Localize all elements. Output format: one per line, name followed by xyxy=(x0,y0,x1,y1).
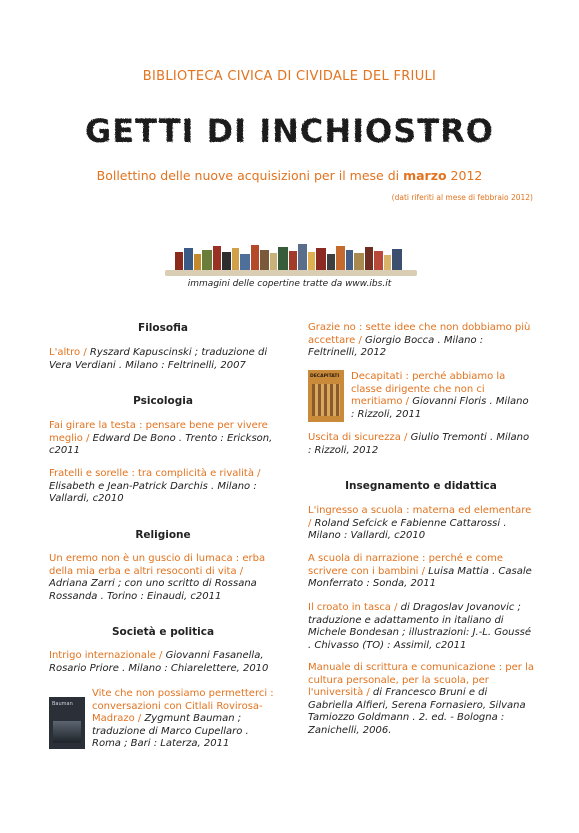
bulletin-subtitle xyxy=(0,168,579,183)
entry-details: Giorgio Bocca . Milano : Feltrinelli, 2012 xyxy=(308,334,484,358)
library-name: BIBLIOTECA CIVICA DI CIVIDALE DEL FRIULI xyxy=(142,69,437,84)
entry-title: Manuale di scrittura e comunicazione : per la cultura personale, per la scuola, per l'università / xyxy=(308,662,534,698)
entry xyxy=(49,347,277,372)
entry-title: Il croato in tasca / xyxy=(308,602,398,613)
section-psicologia xyxy=(49,395,277,408)
section-insegnamento xyxy=(308,480,534,493)
entry xyxy=(49,468,277,506)
data-note: (dati riferiti al mese di febbraio 2012) xyxy=(391,193,533,202)
book-cover-vite xyxy=(49,697,85,749)
entry-title: A scuola di narrazione : perché e come scrivere con i bambini / xyxy=(308,553,503,577)
entry-details: di Francesco Bruni e di Gabriella Alfieri, Serena Fornasiero, Silvana Tamiozzo Goldmann . 2. ed. - Bologna : Zanichelli, 2006. xyxy=(308,687,526,736)
entry xyxy=(308,602,534,652)
entry-details: Ryszard Kapuscinski ; traduzione di Vera Verdiani . Milano : Feltrinelli, 2007 xyxy=(49,347,268,371)
entry xyxy=(308,662,534,737)
entry xyxy=(92,688,276,751)
entry-details: Adriana Zarri ; con uno scritto di Rossana Rossanda . Torino : Einaudi, c2011 xyxy=(49,578,257,602)
entry-title: Grazie no : sette idee che non dobbiamo più accettare / xyxy=(308,322,531,346)
entry-details: Giovanni Floris . Milano : Rizzoli, 2011 xyxy=(351,396,529,420)
entry-title: Fai girare la testa : pensare bene per vivere meglio / xyxy=(49,420,268,444)
category-heading: Società e politica xyxy=(111,626,215,638)
subtitle-year: 2012 xyxy=(446,168,483,183)
entry xyxy=(351,371,535,421)
section-filosofia xyxy=(49,322,277,335)
book-cover-decapitati xyxy=(308,370,344,422)
bulletin-title xyxy=(0,108,579,156)
entry-details: Edward De Bono . Trento : Erickson, c2011 xyxy=(49,432,273,456)
category-heading: Filosofia xyxy=(138,322,188,334)
entry-details: Giulio Tremonti . Milano : Rizzoli, 2012 xyxy=(308,432,530,456)
entry-details: Luisa Mattia . Casale Monferrato : Sonda, 2011 xyxy=(308,565,532,589)
entry-title: Decapitati : perché abbiamo la classe dirigente che non ci meritiamo / xyxy=(351,371,506,407)
cover-label: Bauman xyxy=(52,701,73,707)
entry-details: Giovanni Fasanella, Rosario Priore . Milano : Chiarelettere, 2010 xyxy=(49,650,269,674)
entry xyxy=(49,420,277,458)
bookshelf-illustration xyxy=(161,238,421,278)
cover-label: DECAPITATI xyxy=(310,374,340,379)
entry-title: Un eremo non è un guscio di lumaca : erba della mia erba e altri resoconti di vita / xyxy=(49,553,266,577)
entry-details: Zygmunt Bauman ; traduzione di Marco Cupellaro . Roma ; Bari : Laterza, 2011 xyxy=(92,713,249,749)
entry-details: di Dragoslav Jovanovic ; traduzione e adattamento in italiano di Michele Bondesan ; illustrazioni: J.-L. Goussé . Chivasso (TO) : Assimil, c2011 xyxy=(308,602,532,651)
entry xyxy=(49,650,277,675)
section-religione xyxy=(49,529,277,542)
entry-details: Roland Sefcick e Fabienne Cattarossi . Milano : Vallardi, c2010 xyxy=(308,517,507,541)
entry-title: L'altro / xyxy=(49,347,87,358)
category-heading: Religione xyxy=(135,529,191,541)
entry xyxy=(308,432,534,457)
entry-title: Vite che non possiamo permetterci : conversazioni con Citlali Rovirosa-Madrazo / xyxy=(92,688,274,724)
subtitle-text: Bollettino delle nuove acquisizioni per il mese di xyxy=(96,168,404,183)
category-heading: Insegnamento e didattica xyxy=(345,480,497,492)
entry-title: Intrigo internazionale / xyxy=(49,650,163,661)
title-text: GETTI DI INCHIOSTRO xyxy=(85,112,494,150)
image-credit: immagini delle copertine tratte da www.ibs.it xyxy=(187,279,392,289)
entry-title: Fratelli e sorelle : tra complicità e rivalità / xyxy=(49,468,261,479)
entry-title: L'ingresso a scuola : materna ed elementare / xyxy=(308,505,532,529)
entry xyxy=(308,553,534,591)
entry-title: Uscita di sicurezza / xyxy=(308,432,408,443)
title-lettering xyxy=(0,108,579,152)
entry-details: Elisabeth e Jean-Patrick Darchis . Milano : Vallardi, c2010 xyxy=(49,480,257,504)
entry xyxy=(308,505,534,543)
section-societa xyxy=(49,626,277,639)
entry xyxy=(308,322,534,360)
entry xyxy=(49,553,277,603)
category-heading: Psicologia xyxy=(133,395,193,407)
subtitle-month: marzo xyxy=(403,168,447,183)
